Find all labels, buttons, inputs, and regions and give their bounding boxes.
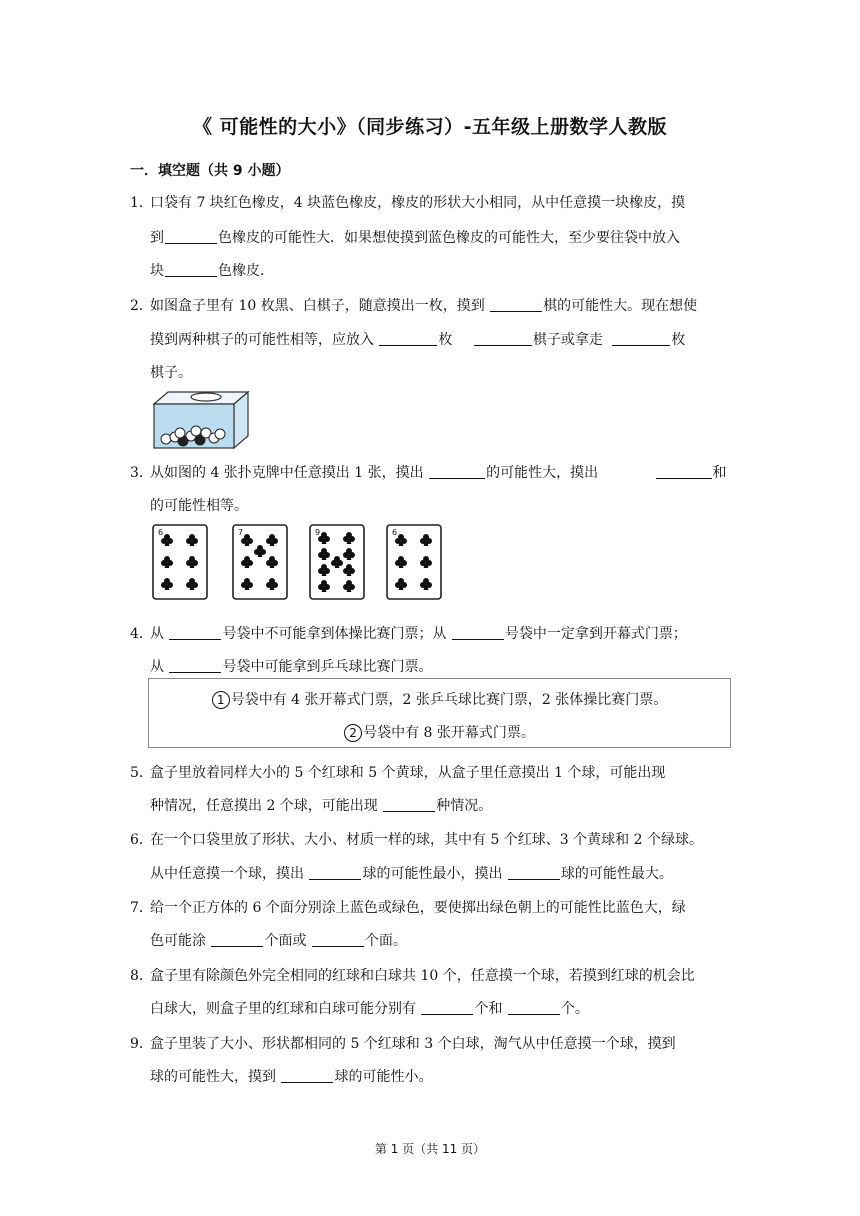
question-8-text: 个和 [474, 1001, 507, 1017]
card-rank: 6 [392, 528, 398, 537]
answer-blank [508, 865, 560, 880]
question-8-line-2 [150, 998, 589, 1018]
question-2-text: 棋的可能性大。现在想使 [543, 298, 698, 314]
question-6-text: 球的可能性最小，摸出 [362, 866, 507, 882]
card-6-clubs [153, 525, 207, 599]
question-4-text: 号袋中可能拿到乒乓球比赛门票。 [222, 659, 433, 675]
question-4-line-1 [150, 623, 687, 643]
question-1-text: 块 [150, 263, 164, 279]
question-7-line-2 [150, 930, 407, 950]
question-4-line-2 [150, 656, 432, 676]
question-9-text: 球的可能性小。 [334, 1069, 433, 1085]
section-heading: 一．填空题（共 9 小题） [130, 163, 290, 179]
question-6-line-2 [150, 863, 673, 883]
question-4-text: 号袋中不可能拿到体操比赛门票；从 [222, 626, 451, 642]
answer-blank [169, 658, 221, 673]
card-rank: 6 [158, 528, 164, 537]
answer-blank [281, 1068, 333, 1083]
answer-blank [508, 1000, 560, 1015]
ticket-bags-box [148, 678, 731, 748]
question-3-number: 3． [130, 465, 153, 481]
question-3-line-1 [150, 462, 727, 482]
bag-2-text: 号袋中有 8 张开幕式门票。 [363, 725, 535, 741]
question-7-text: 个面。 [364, 933, 407, 949]
answer-blank [165, 229, 217, 244]
circled-number: 2 [344, 724, 362, 742]
card-rank: 7 [238, 528, 244, 537]
question-7-number: 7． [130, 900, 153, 916]
card-rank: 9 [315, 528, 321, 537]
question-1-text: 到 [150, 230, 164, 246]
answer-blank [379, 331, 437, 346]
question-8-number: 8． [130, 968, 153, 984]
question-8-line-1: 盒子里有除颜色外完全相同的红球和白球共 10 个，任意摸一个球，若摸到红球的机会比 [150, 968, 695, 984]
question-5-number: 5． [130, 765, 153, 781]
answer-blank [312, 932, 364, 947]
question-3-text: 从如图的 4 张扑克牌中任意摸出 1 张，摸出 [150, 465, 429, 481]
question-2-text: 摸到两种棋子的可能性相等，应放入 [150, 332, 379, 348]
answer-blank [474, 331, 532, 346]
question-7-text: 个面或 [264, 933, 311, 949]
answer-blank [612, 331, 670, 346]
answer-blank [211, 932, 263, 947]
question-2-text: 枚 [438, 332, 457, 348]
question-5-line-1: 盒子里放着同样大小的 5 个红球和 5 个黄球，从盒子里任意摸出 1 个球，可能出现 [150, 765, 666, 781]
question-2-text: 如图盒子里有 10 枚黑、白棋子，随意摸出一枚，摸到 [150, 298, 490, 314]
question-2-line-2 [150, 329, 685, 349]
answer-blank [309, 865, 361, 880]
page-footer: 第 1 页（共 11 页） [374, 1142, 486, 1156]
question-5-text: 种情况。 [436, 798, 493, 814]
answer-blank [169, 625, 221, 640]
answer-blank [165, 262, 217, 277]
answer-blank [421, 1000, 473, 1015]
card-9-clubs [310, 525, 364, 599]
question-9-line-1: 盒子里装了大小、形状都相同的 5 个红球和 3 个白球，淘气从中任意摸一个球，摸到 [150, 1036, 676, 1052]
document-title: 《 可能性的大小》（同步练习）-五年级上册数学人教版 [192, 116, 667, 138]
question-1-line-2 [150, 227, 680, 247]
question-4-number: 4． [130, 626, 153, 642]
question-6-number: 6． [130, 832, 153, 848]
question-7-line-1: 给一个正方体的 6 个面分别涂上蓝色或绿色，要使掷出绿色朝上的可能性比蓝色大，绿 [150, 900, 686, 916]
bag-2-description [149, 722, 730, 742]
answer-blank [452, 625, 504, 640]
question-4-text: 从 [150, 626, 169, 642]
question-2-text: 枚 [671, 332, 686, 348]
question-9-text: 球的可能性大，摸到 [150, 1069, 281, 1085]
question-2-text: 棋子或拿走 [532, 332, 608, 348]
answer-blank [490, 297, 542, 312]
playing-cards-illustration [150, 522, 450, 606]
question-6-text: 球的可能性最大。 [560, 866, 673, 882]
question-1-line-1: 口袋有 7 块红色橡皮，4 块蓝色橡皮，橡皮的形状大小相同，从中任意摸一块橡皮，摸 [150, 195, 686, 211]
card-7-clubs [233, 525, 287, 599]
question-1-line-3 [150, 260, 274, 280]
answer-blank [656, 464, 712, 479]
question-7-text: 色可能涂 [150, 933, 211, 949]
question-8-text: 个。 [560, 1001, 589, 1017]
question-2-line-3: 棋子。 [150, 365, 192, 381]
question-1-number: 1． [130, 195, 153, 211]
question-4-text: 号袋中一定拿到开幕式门票； [504, 626, 687, 642]
question-1-text: 色橡皮的可能性大．如果想使摸到蓝色橡皮的可能性大，至少要往袋中放入 [218, 230, 680, 246]
question-5-line-2 [150, 795, 492, 815]
answer-blank [429, 464, 485, 479]
question-3-text: 的可能性大，摸出 [486, 465, 603, 481]
bag-1-description [149, 689, 730, 709]
answer-blank [383, 797, 435, 812]
card-6-clubs [387, 525, 441, 599]
question-8-text: 白球大，则盒子里的红球和白球可能分别有 [150, 1001, 421, 1017]
chess-box-illustration [150, 388, 252, 456]
question-3-text: 和 [712, 465, 727, 481]
question-2-number: 2． [130, 298, 153, 314]
question-6-text: 从中任意摸一个球，摸出 [150, 866, 309, 882]
bag-1-text: 号袋中有 4 张开幕式门票，2 张乒乓球比赛门票，2 张体操比赛门票。 [230, 692, 668, 708]
question-4-text: 从 [150, 659, 169, 675]
question-9-number: 9． [130, 1036, 153, 1052]
question-3-line-2: 的可能性相等。 [150, 498, 248, 514]
circled-number: 1 [212, 691, 230, 709]
question-9-line-2 [150, 1066, 432, 1086]
question-6-line-1: 在一个口袋里放了形状、大小、材质一样的球，其中有 5 个红球、3 个黄球和 2 个绿球。 [150, 832, 703, 848]
question-5-text: 种情况，任意摸出 2 个球，可能出现 [150, 798, 383, 814]
question-1-text: 色橡皮． [218, 263, 274, 279]
question-2-line-1 [150, 295, 697, 315]
